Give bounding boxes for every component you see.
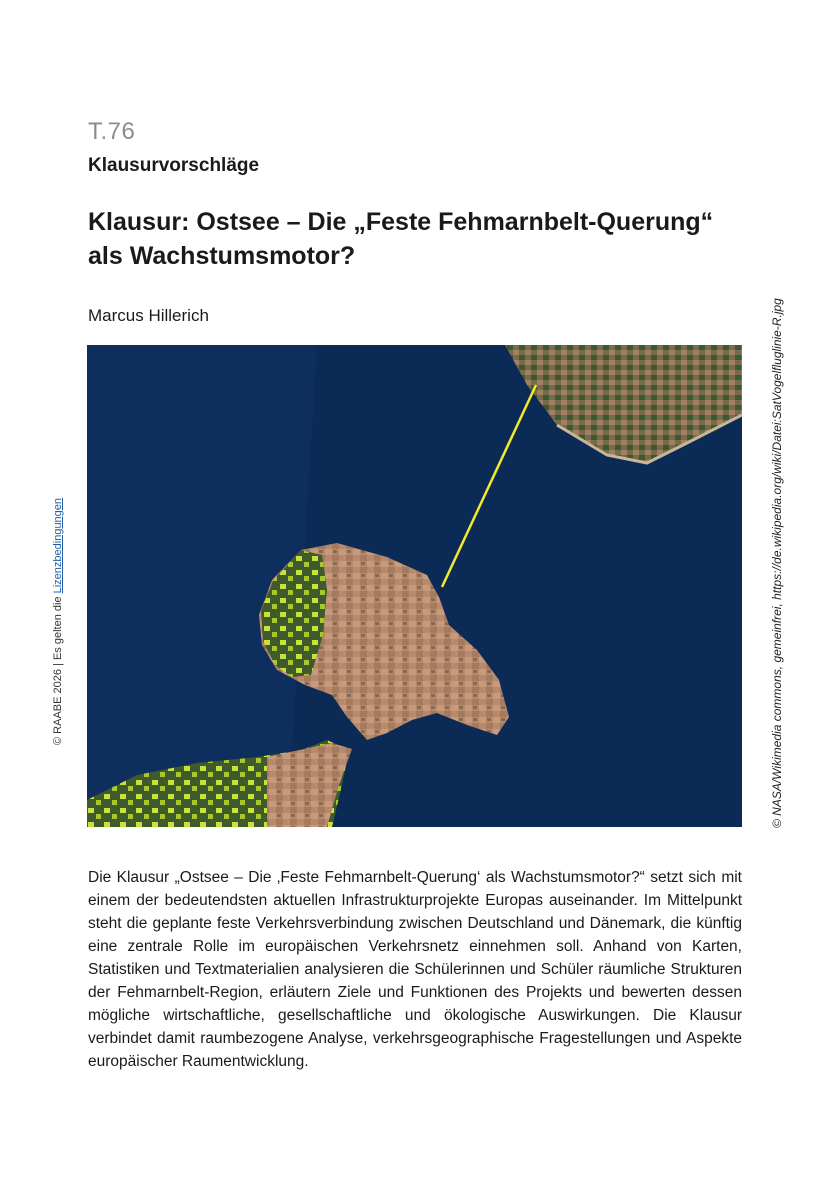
document-code: T.76 [88, 118, 136, 145]
category-label: Klausurvorschläge [88, 155, 260, 176]
satellite-image [87, 345, 742, 827]
image-credit: © NASA/Wikimedia commons, gemeinfrei, https://de.wikipedia.org/wiki/Datei:SatVogelfluglinie-R.jpg [770, 298, 784, 828]
license-note [52, 498, 64, 745]
license-link[interactable]: Lizenzbedingungen [52, 497, 64, 594]
author-name: Marcus Hillerich [88, 306, 209, 325]
body-paragraph: Die Klausur „Ostsee – Die ‚Feste Fehmarnbelt-Querung‘ als Wachstumsmotor?“ setzt sich mit einem der bedeutendsten aktuellen Infrastrukturprojekte Europas auseinander. Im Mittelpunkt steht die geplante feste Verkehrsverbindung zwischen Deutschland und Dänemark, die künftig eine zentrale Rolle im europäischen Verkehrsnetz einnehmen soll. Anhand von Karten, Statistiken und Textmaterialien analysieren die Schülerinnen und Schüler räumliche Strukturen der Fehmarnbelt-Region, erläutern Ziele und Funktionen des Projekts und bewerten dessen mögliche wirtschaftliche, gesellschaftliche und ökologische Auswirkungen. Die Klausur verbindet damit raumbezogene Analyse, verkehrsgeographische Fragestellungen und Aspekte europäischer Raumentwicklung. [88, 869, 742, 1070]
license-prefix: © RAABE 2026 | Es gelten die [52, 593, 64, 745]
page-title: Klausur: Ostsee – Die „Feste Fehmarnbelt-Querung“ als Wachstumsmotor? [88, 208, 714, 270]
